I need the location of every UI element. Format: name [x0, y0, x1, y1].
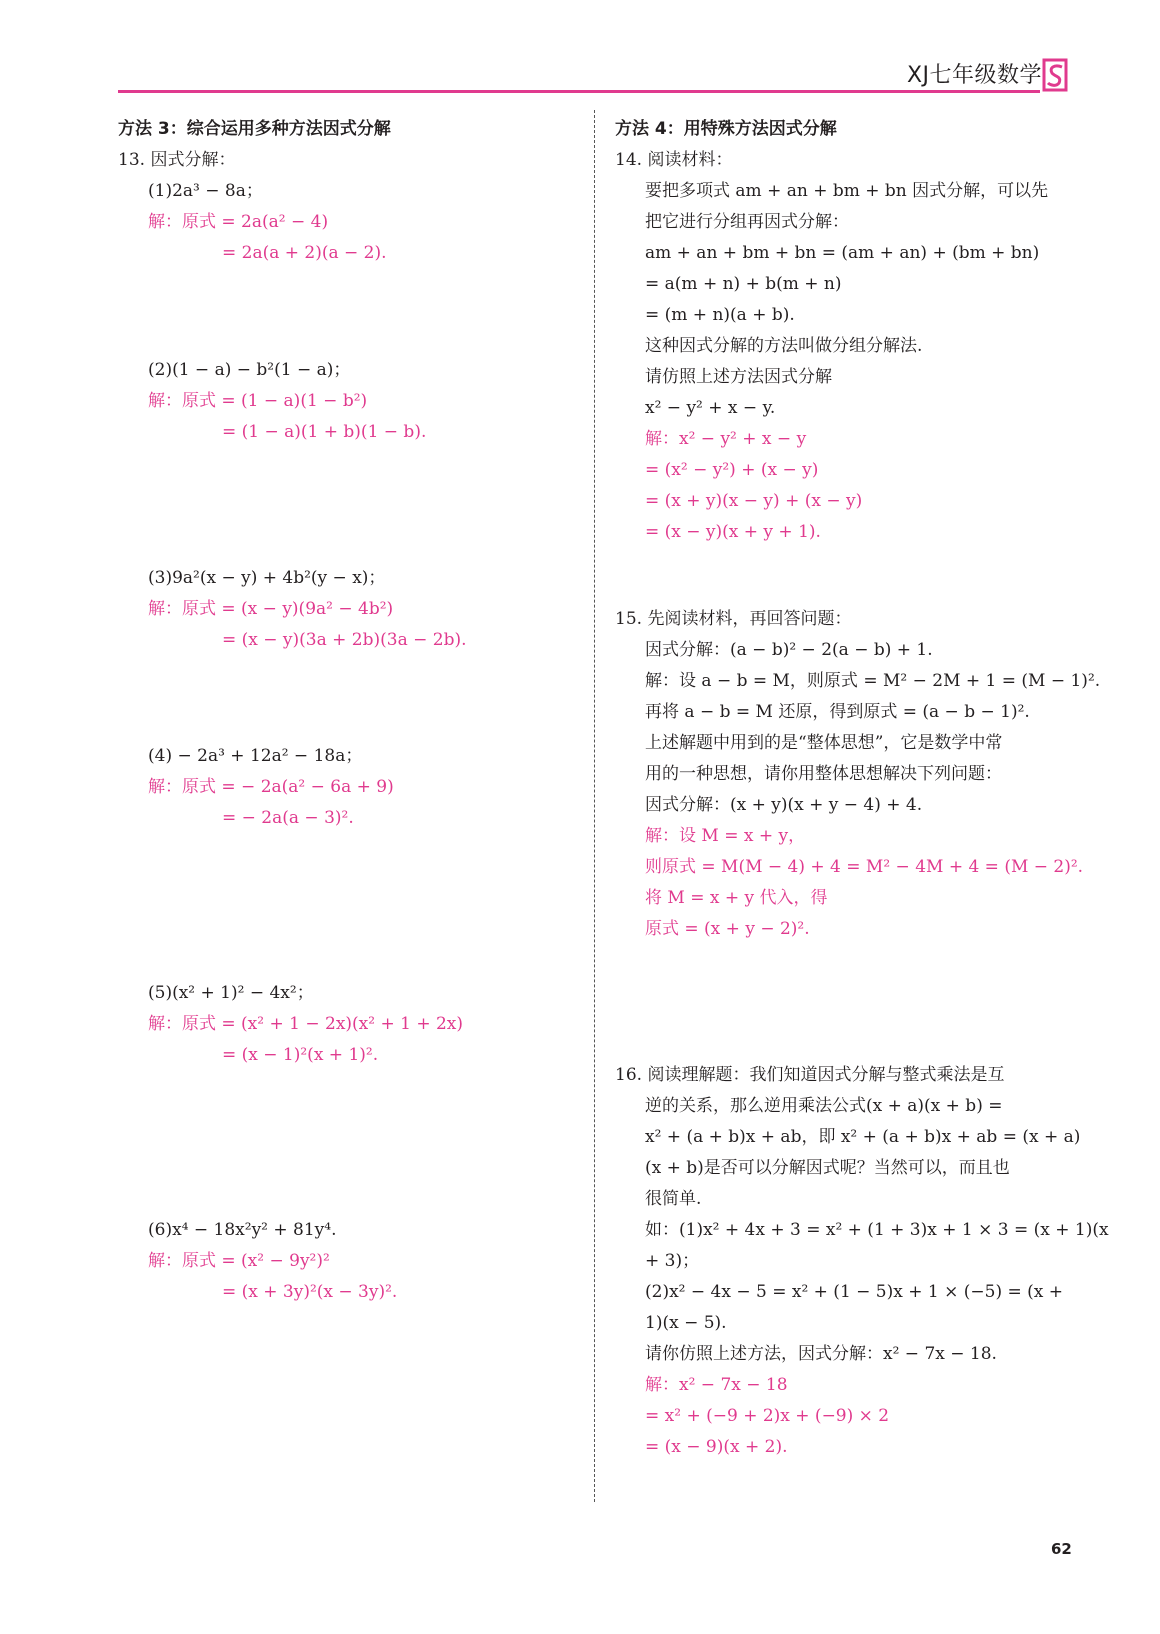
q15-text: 再将 a − b = M 还原，得到原式 = (a − b − 1)². — [645, 702, 1030, 722]
q13-part1-solution-step: = 2a(a + 2)(a − 2). — [222, 243, 387, 263]
q15-solution-step: 原式 = (x + y − 2)². — [645, 919, 810, 939]
q16-solution-step: = (x − 9)(x + 2). — [645, 1437, 788, 1457]
q16-text: 如：(1)x² + 4x + 3 = x² + (1 + 3)x + 1 × 3 = (x + 1)(x — [645, 1220, 1109, 1240]
q13-part5-solution: 解：原式 = (x² + 1 − 2x)(x² + 1 + 2x) — [148, 1014, 464, 1034]
q15-title: 15. 先阅读材料，再回答问题： — [615, 609, 852, 629]
q14-text: 要把多项式 am + an + bm + bn 因式分解，可以先 — [645, 181, 1049, 201]
q16-text: (x + b)是否可以分解因式呢？当然可以，而且也 — [645, 1158, 1010, 1178]
q13-part4-solution: 解：原式 = − 2a(a² − 6a + 9) — [148, 777, 394, 797]
q13-part1: (1)2a³ − 8a； — [148, 181, 263, 201]
q13-part3: (3)9a²(x − y) + 4b²(y − x)； — [148, 568, 386, 588]
q15-text: 因式分解：(a − b)² − 2(a − b) + 1. — [645, 640, 933, 660]
q13-part5-solution-step: = (x − 1)²(x + 1)². — [222, 1045, 379, 1065]
q16-text: + 3)； — [645, 1251, 700, 1271]
q13-part1-solution: 解：原式 = 2a(a² − 4) — [148, 212, 329, 232]
q15-text: 解：设 a − b = M，则原式 = M² − 2M + 1 = (M − 1)². — [645, 671, 1101, 691]
s-bracket-logo-icon — [1040, 58, 1070, 92]
q15-solution: 解：设 M = x + y， — [645, 826, 806, 846]
q13-part6-solution-step: = (x + 3y)²(x − 3y)². — [222, 1282, 398, 1302]
q13-part4-solution-step: = − 2a(a − 3)². — [222, 808, 354, 828]
q13-part4: (4) − 2a³ + 12a² − 18a； — [148, 746, 363, 766]
q13-part2-solution-step: = (1 − a)(1 + b)(1 − b). — [222, 422, 427, 442]
q16-text: 很简单. — [645, 1189, 702, 1209]
q16-solution: 解：x² − 7x − 18 — [645, 1375, 788, 1395]
q15-solution-step: 将 M = x + y 代入，得 — [645, 888, 828, 908]
method4-heading: 方法 4：用特殊方法因式分解 — [615, 119, 837, 139]
q15-text: 因式分解：(x + y)(x + y − 4) + 4. — [645, 795, 923, 815]
q14-text: = a(m + n) + b(m + n) — [645, 274, 842, 294]
column-divider — [594, 110, 595, 1502]
method3-heading: 方法 3：综合运用多种方法因式分解 — [118, 119, 391, 139]
q14-solution-step: = (x + y)(x − y) + (x − y) — [645, 491, 863, 511]
q15-text: 用的一种思想，请你用整体思想解决下列问题： — [645, 764, 1002, 784]
q14-solution-step: = (x − y)(x + y + 1). — [645, 522, 821, 542]
q14-text: 这种因式分解的方法叫做分组分解法. — [645, 336, 923, 356]
q16-title: 16. 阅读理解题：我们知道因式分解与整式乘法是互 — [615, 1065, 1005, 1085]
page-number: 62 — [1051, 1540, 1072, 1558]
q14-text: = (m + n)(a + b). — [645, 305, 795, 325]
left-column — [118, 114, 568, 1308]
q14-solution-step: = (x² − y²) + (x − y) — [645, 460, 819, 480]
q14-solution: 解：x² − y² + x − y — [645, 429, 807, 449]
q16-text: 1)(x − 5). — [645, 1313, 727, 1333]
q14-text: am + an + bm + bn = (am + an) + (bm + bn) — [645, 243, 1040, 263]
q13-part2: (2)(1 − a) − b²(1 − a)； — [148, 360, 351, 380]
q16-text: 请你仿照上述方法，因式分解：x² − 7x − 18. — [645, 1344, 997, 1364]
q15-text: 上述解题中用到的是“整体思想”，它是数学中常 — [645, 733, 1003, 753]
q14-text: x² − y² + x − y. — [645, 398, 776, 418]
q13-part3-solution-step: = (x − y)(3a + 2b)(3a − 2b). — [222, 630, 467, 650]
q13-part5: (5)(x² + 1)² − 4x²； — [148, 983, 314, 1003]
q13-part3-solution: 解：原式 = (x − y)(9a² − 4b²) — [148, 599, 394, 619]
q13-title: 13. 因式分解： — [118, 150, 236, 170]
q13-part2-solution: 解：原式 = (1 − a)(1 − b²) — [148, 391, 368, 411]
right-column — [615, 114, 1109, 1463]
q13-part6-solution: 解：原式 = (x² − 9y²)² — [148, 1251, 330, 1271]
q14-text: 请仿照上述方法因式分解 — [645, 367, 832, 387]
header-title: XJ七年级数学 — [906, 63, 1042, 88]
q16-text: x² + (a + b)x + ab，即 x² + (a + b)x + ab = (x + a) — [645, 1127, 1081, 1147]
q14-text: 把它进行分组再因式分解： — [645, 212, 849, 232]
q13-part6: (6)x⁴ − 18x²y² + 81y⁴. — [148, 1220, 337, 1240]
q16-solution-step: = x² + (−9 + 2)x + (−9) × 2 — [645, 1406, 890, 1426]
q16-text: (2)x² − 4x − 5 = x² + (1 − 5)x + 1 × (−5) = (x + — [645, 1282, 1064, 1302]
q14-title: 14. 阅读材料： — [615, 150, 733, 170]
q15-solution-step: 则原式 = M(M − 4) + 4 = M² − 4M + 4 = (M − 2)². — [645, 857, 1084, 877]
q16-text: 逆的关系，那么逆用乘法公式(x + a)(x + b) = — [645, 1096, 1003, 1116]
header-rule — [118, 90, 1040, 93]
